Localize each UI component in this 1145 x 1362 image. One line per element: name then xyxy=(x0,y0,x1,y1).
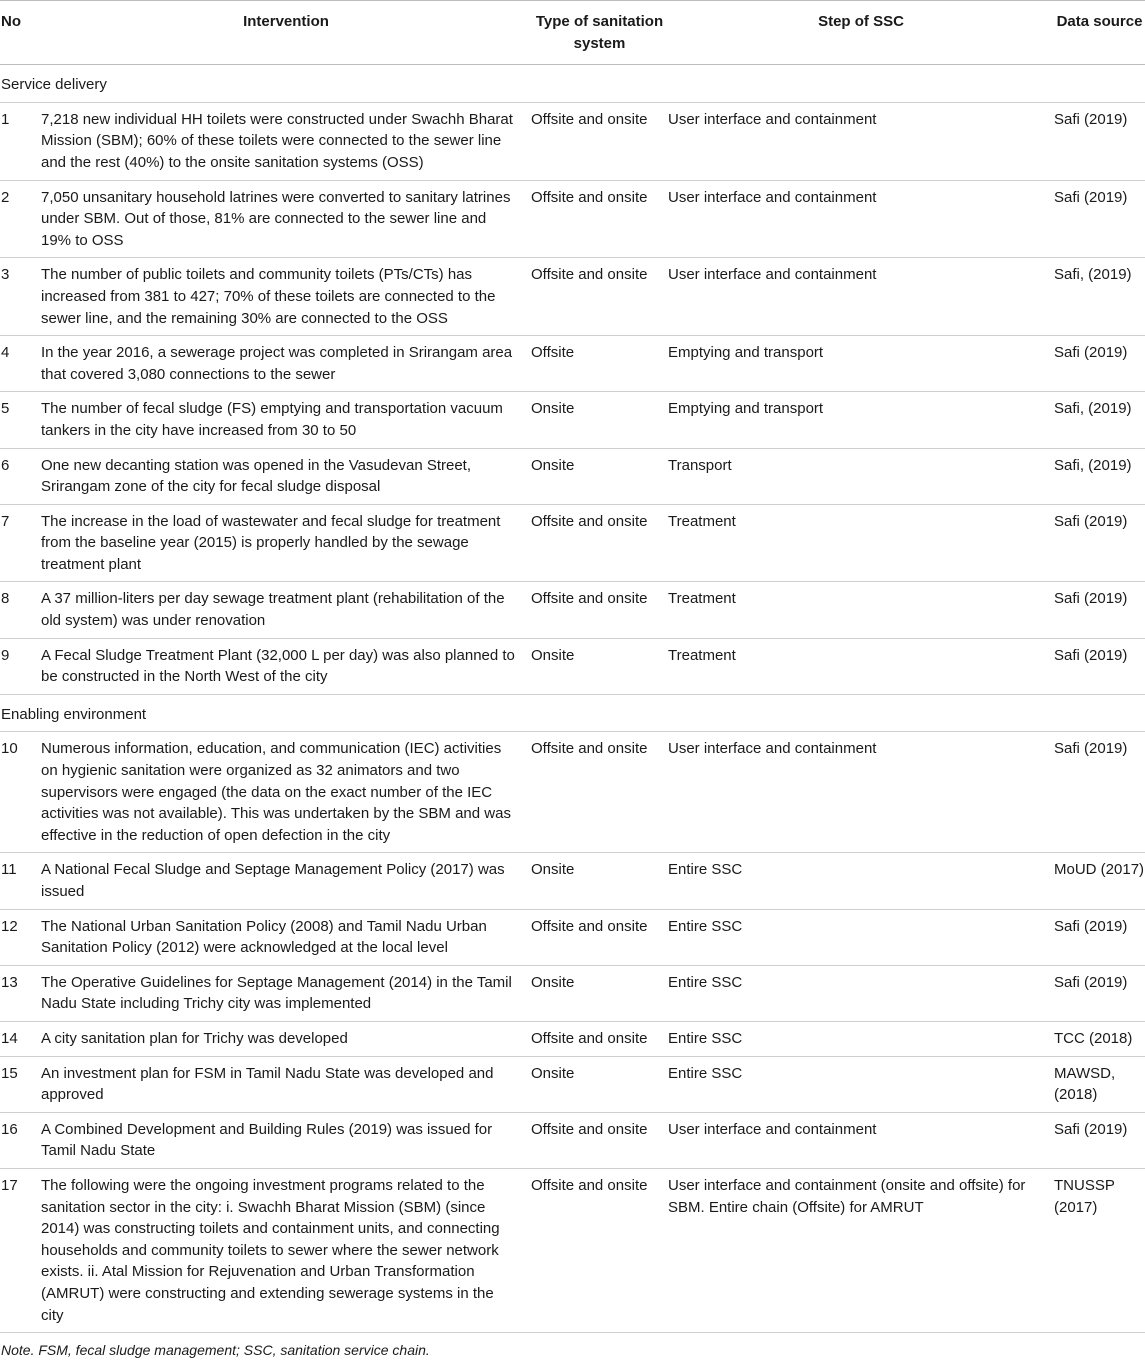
row-number: 13 xyxy=(0,965,41,1021)
intervention-cell: In the year 2016, a sewerage project was completed in Srirangam area that covered 3,080 connections to the sewer xyxy=(41,336,531,392)
ssc-step-cell: Entire SSC xyxy=(668,965,1054,1021)
table-row xyxy=(0,732,1145,853)
table-row xyxy=(0,180,1145,258)
intervention-cell: The number of public toilets and community toilets (PTs/CTs) has increased from 381 to 427; 70% of these toilets are connected to the sewer line, and the remaining 30% are connected to the OSS xyxy=(41,258,531,336)
table-row xyxy=(0,504,1145,582)
intervention-cell: The number of fecal sludge (FS) emptying and transportation vacuum tankers in the city have increased from 30 to 50 xyxy=(41,392,531,448)
sanitation-type-cell: Onsite xyxy=(531,853,668,909)
table-row xyxy=(0,1112,1145,1168)
data-source-cell: TCC (2018) xyxy=(1054,1021,1145,1056)
table-row xyxy=(0,638,1145,694)
data-source-cell: Safi, (2019) xyxy=(1054,258,1145,336)
header-intervention: Intervention xyxy=(41,1,531,65)
section-row xyxy=(0,65,1145,103)
row-number: 8 xyxy=(0,582,41,638)
sanitation-type-cell: Onsite xyxy=(531,448,668,504)
data-source-cell: Safi (2019) xyxy=(1054,102,1145,180)
ssc-step-cell: Entire SSC xyxy=(668,1056,1054,1112)
data-source-cell: Safi (2019) xyxy=(1054,180,1145,258)
intervention-cell: A 37 million-liters per day sewage treatment plant (rehabilitation of the old system) was under renovation xyxy=(41,582,531,638)
table-row xyxy=(0,258,1145,336)
sanitation-type-cell: Offsite and onsite xyxy=(531,1112,668,1168)
table-row xyxy=(0,392,1145,448)
intervention-cell: The Operative Guidelines for Septage Management (2014) in the Tamil Nadu State including Trichy city was implemented xyxy=(41,965,531,1021)
data-source-cell: Safi (2019) xyxy=(1054,504,1145,582)
section-row xyxy=(0,694,1145,732)
row-number: 7 xyxy=(0,504,41,582)
data-source-cell: Safi, (2019) xyxy=(1054,448,1145,504)
data-source-cell: Safi (2019) xyxy=(1054,336,1145,392)
intervention-cell: The National Urban Sanitation Policy (2008) and Tamil Nadu Urban Sanitation Policy (2012) were acknowledged at the local level xyxy=(41,909,531,965)
ssc-step-cell: Transport xyxy=(668,448,1054,504)
row-number: 2 xyxy=(0,180,41,258)
table-row xyxy=(0,336,1145,392)
ssc-step-cell: Entire SSC xyxy=(668,909,1054,965)
sanitation-type-cell: Offsite and onsite xyxy=(531,1168,668,1332)
ssc-step-cell: User interface and containment xyxy=(668,180,1054,258)
header-no: No xyxy=(0,1,41,65)
sanitation-type-cell: Offsite and onsite xyxy=(531,180,668,258)
header-type: Type of sanitation system xyxy=(531,1,668,65)
data-source-cell: MoUD (2017) xyxy=(1054,853,1145,909)
sanitation-type-cell: Offsite and onsite xyxy=(531,102,668,180)
ssc-step-cell: Emptying and transport xyxy=(668,392,1054,448)
intervention-cell: 7,050 unsanitary household latrines were converted to sanitary latrines under SBM. Out of those, 81% are connected to the sewer line and 19% to OSS xyxy=(41,180,531,258)
sanitation-type-cell: Offsite and onsite xyxy=(531,582,668,638)
intervention-cell: The following were the ongoing investment programs related to the sanitation sector in the city: i. Swachh Bharat Mission (SBM) (since 2014) was constructing toilets and containment units, and connecting households and community toilets to sewer where the sewer network exists. ii. Atal Mission for Rejuvenation and Urban Transformation (AMRUT) were constructing and extending sewerage systems in the city xyxy=(41,1168,531,1332)
row-number: 15 xyxy=(0,1056,41,1112)
intervention-cell: Numerous information, education, and communication (IEC) activities on hygienic sanitation were organized as 32 animators and two supervisors were engaged (the data on the exact number of the IEC activities was not available). This was undertaken by the SBM and was effective in the reduction of open defection in the city xyxy=(41,732,531,853)
sanitation-type-cell: Offsite xyxy=(531,336,668,392)
table-row xyxy=(0,1168,1145,1332)
sanitation-type-cell: Offsite and onsite xyxy=(531,504,668,582)
table-row xyxy=(0,853,1145,909)
table-row xyxy=(0,1021,1145,1056)
intervention-cell: An investment plan for FSM in Tamil Nadu State was developed and approved xyxy=(41,1056,531,1112)
sanitation-type-cell: Onsite xyxy=(531,1056,668,1112)
data-source-cell: Safi (2019) xyxy=(1054,1112,1145,1168)
row-number: 9 xyxy=(0,638,41,694)
ssc-step-cell: Treatment xyxy=(668,582,1054,638)
row-number: 3 xyxy=(0,258,41,336)
header-source: Data source xyxy=(1054,1,1145,65)
sanitation-type-cell: Onsite xyxy=(531,392,668,448)
row-number: 12 xyxy=(0,909,41,965)
table-row xyxy=(0,102,1145,180)
intervention-cell: 7,218 new individual HH toilets were constructed under Swachh Bharat Mission (SBM); 60% of these toilets were connected to the sewer line and the rest (40%) to the onsite sanitation systems (OSS) xyxy=(41,102,531,180)
data-source-cell: Safi (2019) xyxy=(1054,909,1145,965)
row-number: 17 xyxy=(0,1168,41,1332)
data-source-cell: Safi (2019) xyxy=(1054,638,1145,694)
table-row xyxy=(0,965,1145,1021)
data-source-cell: Safi, (2019) xyxy=(1054,392,1145,448)
section-title: Enabling environment xyxy=(0,694,1145,732)
intervention-cell: One new decanting station was opened in the Vasudevan Street, Srirangam zone of the city for fecal sludge disposal xyxy=(41,448,531,504)
data-source-cell: TNUSSP (2017) xyxy=(1054,1168,1145,1332)
row-number: 11 xyxy=(0,853,41,909)
ssc-step-cell: User interface and containment xyxy=(668,102,1054,180)
ssc-step-cell: Emptying and transport xyxy=(668,336,1054,392)
row-number: 16 xyxy=(0,1112,41,1168)
data-source-cell: MAWSD, (2018) xyxy=(1054,1056,1145,1112)
row-number: 5 xyxy=(0,392,41,448)
sanitation-type-cell: Offsite and onsite xyxy=(531,732,668,853)
table-row xyxy=(0,582,1145,638)
ssc-step-cell: User interface and containment xyxy=(668,258,1054,336)
ssc-step-cell: User interface and containment xyxy=(668,732,1054,853)
row-number: 10 xyxy=(0,732,41,853)
row-number: 6 xyxy=(0,448,41,504)
sanitation-type-cell: Offsite and onsite xyxy=(531,258,668,336)
intervention-cell: A Fecal Sludge Treatment Plant (32,000 L per day) was also planned to be constructed in the North West of the city xyxy=(41,638,531,694)
ssc-step-cell: Treatment xyxy=(668,638,1054,694)
ssc-step-cell: Entire SSC xyxy=(668,1021,1054,1056)
table-header-row xyxy=(0,1,1145,65)
data-source-cell: Safi (2019) xyxy=(1054,965,1145,1021)
row-number: 4 xyxy=(0,336,41,392)
table-note: Note. FSM, fecal sludge management; SSC, sanitation service chain. xyxy=(1,1342,430,1359)
table-row xyxy=(0,909,1145,965)
ssc-step-cell: User interface and containment (onsite and offsite) for SBM. Entire chain (Offsite) for AMRUT xyxy=(668,1168,1054,1332)
row-number: 14 xyxy=(0,1021,41,1056)
sanitation-type-cell: Offsite and onsite xyxy=(531,1021,668,1056)
ssc-step-cell: Entire SSC xyxy=(668,853,1054,909)
intervention-cell: The increase in the load of wastewater and fecal sludge for treatment from the baseline year (2015) is properly handled by the sewage treatment plant xyxy=(41,504,531,582)
sanitation-type-cell: Offsite and onsite xyxy=(531,909,668,965)
data-source-cell: Safi (2019) xyxy=(1054,582,1145,638)
ssc-step-cell: Treatment xyxy=(668,504,1054,582)
ssc-step-cell: User interface and containment xyxy=(668,1112,1054,1168)
table-row xyxy=(0,448,1145,504)
table-row xyxy=(0,1056,1145,1112)
sanitation-type-cell: Onsite xyxy=(531,965,668,1021)
table-body xyxy=(0,65,1145,1333)
sanitation-type-cell: Onsite xyxy=(531,638,668,694)
header-step: Step of SSC xyxy=(668,1,1054,65)
section-title: Service delivery xyxy=(0,65,1145,103)
intervention-cell: A Combined Development and Building Rules (2019) was issued for Tamil Nadu State xyxy=(41,1112,531,1168)
data-source-cell: Safi (2019) xyxy=(1054,732,1145,853)
row-number: 1 xyxy=(0,102,41,180)
intervention-cell: A National Fecal Sludge and Septage Management Policy (2017) was issued xyxy=(41,853,531,909)
intervention-cell: A city sanitation plan for Trichy was developed xyxy=(41,1021,531,1056)
